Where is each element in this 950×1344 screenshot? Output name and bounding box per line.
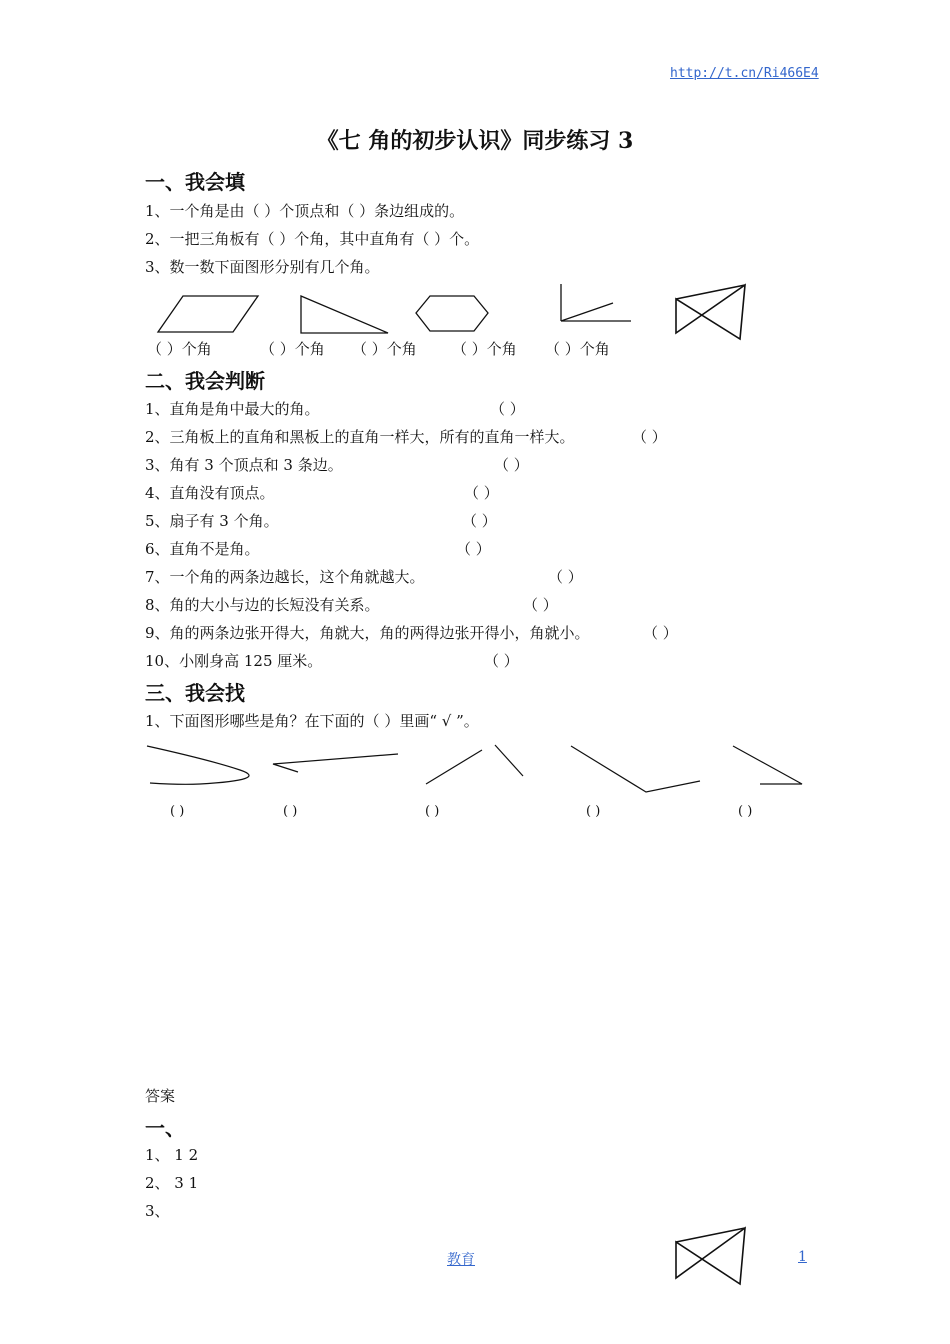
shape-label-4: （ ）个角	[452, 340, 517, 358]
shape-label-3: （ ）个角	[352, 340, 417, 358]
angle-candidates-figure	[0, 740, 950, 800]
check-paren-4[interactable]: ( )	[586, 804, 601, 819]
angle-with-ray-shape	[561, 284, 631, 321]
answer-line-3: 3、	[145, 1202, 170, 1220]
shape-label-2: （ ）个角	[260, 340, 325, 358]
footer-link[interactable]: 教育	[447, 1252, 475, 1268]
judge-item-10-blank: （ ）	[484, 652, 519, 670]
acute-angle-shape	[273, 754, 398, 772]
judge-item-8-blank: （ ）	[523, 596, 558, 614]
judge-item-5-text: 5、扇子有 3 个角。	[145, 512, 279, 530]
judge-item-4-blank: （ ）	[464, 484, 499, 502]
answers-heading: 一、	[145, 1116, 185, 1140]
shape-label-1: （ ）个角	[147, 340, 212, 358]
judge-item-5-blank: （ ）	[462, 512, 497, 530]
judge-item-1-text: 1、直角是角中最大的角。	[145, 400, 320, 418]
shape-label-5: （ ）个角	[545, 340, 610, 358]
section2-heading: 二、我会判断	[145, 369, 265, 393]
section1-heading: 一、我会填	[145, 170, 245, 194]
right-triangle-shape	[301, 296, 388, 333]
parallelogram-shape	[158, 296, 258, 332]
check-paren-1[interactable]: ( )	[170, 804, 185, 819]
check-paren-5[interactable]: ( )	[738, 804, 753, 819]
judge-item-8-text: 8、角的大小与边的长短没有关系。	[145, 596, 380, 614]
judge-item-9-text: 9、角的两条边张开得大，角就大，角的两得边张开得小，角就小。	[145, 624, 590, 642]
judge-item-6-blank: （ ）	[456, 540, 491, 558]
answer-bowtie-shape	[676, 1228, 745, 1284]
judge-item-2-blank: （ ）	[632, 428, 667, 446]
bowtie-shape	[676, 285, 745, 339]
judge-item-4-text: 4、直角没有顶点。	[145, 484, 275, 502]
open-lines-shape	[426, 745, 523, 784]
obtuse-angle-shape	[571, 746, 700, 792]
answer-line-1: 1、 1 2	[145, 1146, 199, 1164]
judge-item-6-text: 6、直角不是角。	[145, 540, 260, 558]
check-paren-3[interactable]: ( )	[425, 804, 440, 819]
judge-item-2-text: 2、三角板上的直角和黑板上的直角一样大，所有的直角一样大。	[145, 428, 575, 446]
page-title: 《七 角的初步认识》同步练习 3	[316, 128, 634, 154]
judge-item-3-text: 3、角有 3 个顶点和 3 条边。	[145, 456, 343, 474]
answers-label: 答案	[145, 1087, 176, 1105]
shapes-figure	[0, 282, 950, 342]
curved-angle-shape	[147, 746, 249, 784]
judge-item-7-text: 7、一个角的两条边越长，这个角就越大。	[145, 568, 425, 586]
page-number[interactable]: 1	[798, 1249, 807, 1265]
check-paren-2[interactable]: ( )	[283, 804, 298, 819]
judge-item-7-blank: （ ）	[548, 568, 583, 586]
header-link[interactable]: http://t.cn/Ri466E4	[670, 66, 819, 81]
answer-line-2: 2、 3 1	[145, 1174, 199, 1192]
section1-item-2: 2、一把三角板有（ ）个角，其中直角有（ ）个。	[145, 230, 480, 248]
judge-item-9-blank: （ ）	[643, 624, 678, 642]
small-angle-shape	[733, 746, 802, 784]
judge-item-10-text: 10、小刚身高 125 厘米。	[145, 652, 323, 670]
section1-item-1: 1、一个角是由（ ）个顶点和（ ）条边组成的。	[145, 202, 465, 220]
judge-item-3-blank: （ ）	[494, 456, 529, 474]
hexagon-shape	[416, 296, 488, 331]
section3-item-1: 1、下面图形哪些是角？在下面的（ ）里画“ √ ”。	[145, 712, 479, 730]
answer-bowtie-figure	[0, 1222, 950, 1292]
section1-item-3: 3、数一数下面图形分别有几个角。	[145, 258, 380, 276]
section3-heading: 三、我会找	[145, 681, 245, 705]
judge-item-1-blank: （ ）	[490, 400, 525, 418]
